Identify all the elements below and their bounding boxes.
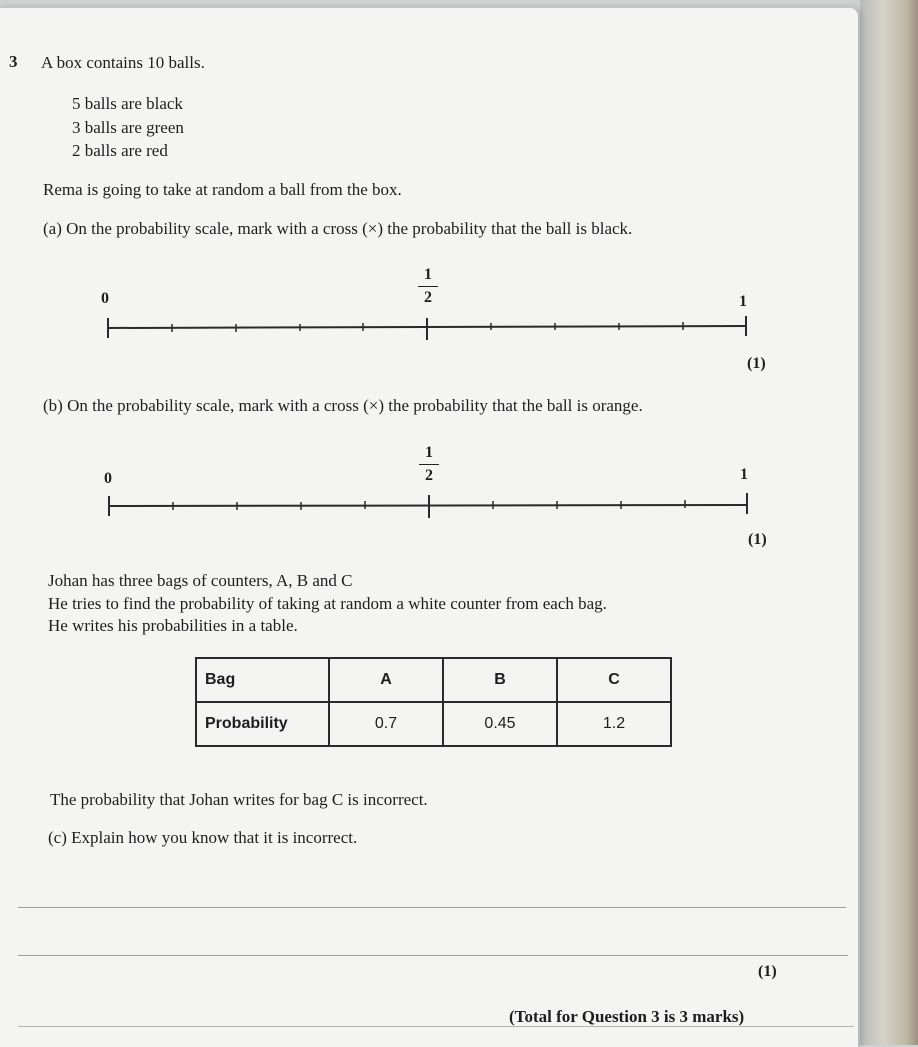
table-prob-a: 0.7 xyxy=(329,702,443,746)
table-prob-b: 0.45 xyxy=(443,702,557,746)
part-b-prompt: (b) On the probability scale, mark with a cross (×) the probability that the ball is orange. xyxy=(43,396,643,415)
ball-line-green: 3 balls are green xyxy=(72,118,184,137)
question-total: (Total for Question 3 is 3 marks) xyxy=(509,1007,745,1026)
scale-b-half-denominator: 2 xyxy=(425,467,433,484)
answer-line-2[interactable] xyxy=(18,955,848,956)
scale-a-half-denominator: 2 xyxy=(424,289,432,306)
probability-table xyxy=(195,657,672,747)
scale-b-one-label: 1 xyxy=(740,466,748,483)
scale-a-half-numerator: 1 xyxy=(424,266,432,283)
ball-line-black: 5 balls are black xyxy=(72,94,183,113)
scale-a-zero-label: 0 xyxy=(101,290,109,307)
scale-b-zero-label: 0 xyxy=(104,470,112,487)
question-intro: A box contains 10 balls. xyxy=(41,53,205,72)
table-bag-b: B xyxy=(443,658,557,702)
johan-line-2: He tries to find the probability of taking at random a white counter from each bag. xyxy=(48,594,607,613)
question-number: 3 xyxy=(9,52,18,71)
marks-c: (1) xyxy=(758,963,777,980)
part-a-prompt: (a) On the probability scale, mark with a cross (×) the probability that the ball is black. xyxy=(43,219,633,238)
table-prob-c: 1.2 xyxy=(557,702,671,746)
answer-line-1[interactable] xyxy=(18,907,846,908)
incorrect-statement: The probability that Johan writes for bag C is incorrect. xyxy=(50,790,428,809)
part-c-prompt: (c) Explain how you know that it is incorrect. xyxy=(48,828,358,847)
table-header-probability: Probability xyxy=(196,702,329,746)
table-bag-a: A xyxy=(329,658,443,702)
marks-b: (1) xyxy=(748,531,767,548)
table-row xyxy=(196,658,671,702)
total-divider xyxy=(18,1026,854,1027)
johan-line-1: Johan has three bags of counters, A, B and C xyxy=(48,571,353,590)
table-header-bag: Bag xyxy=(196,658,329,702)
rema-statement: Rema is going to take at random a ball from the box. xyxy=(43,180,402,199)
table-bag-c: C xyxy=(557,658,671,702)
marks-a: (1) xyxy=(747,355,766,372)
table-row xyxy=(196,702,671,746)
ball-line-red: 2 balls are red xyxy=(72,141,168,160)
johan-line-3: He writes his probabilities in a table. xyxy=(48,616,298,635)
scale-b-half-numerator: 1 xyxy=(425,444,433,461)
scale-a-one-label: 1 xyxy=(739,293,747,310)
